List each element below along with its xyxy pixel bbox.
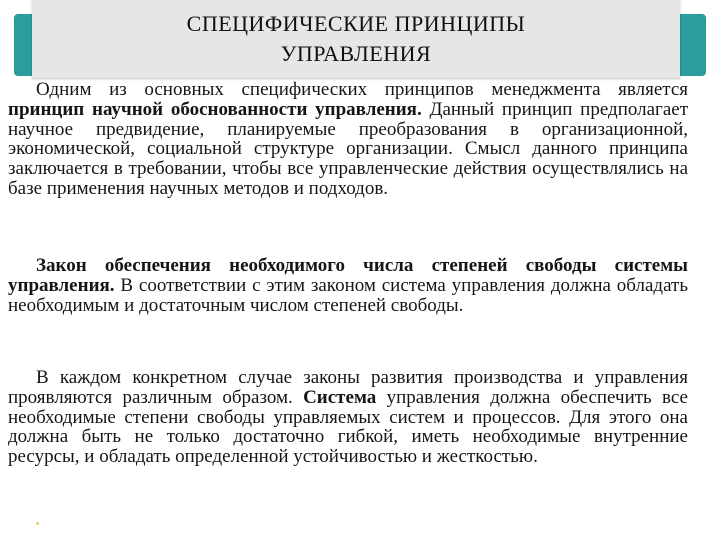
paragraph-1-part-1: Одним из основных специфических принципов менеджмента является [36, 79, 688, 100]
paragraph-3-bold-word: Система [303, 386, 377, 408]
paragraph-1-bold-phrase: принцип научной обоснованности управления. [8, 98, 422, 120]
paragraph-2-part-1: В соответствии с этим законом система управления должна обладать необходимым и достаточным числом степеней свободы. [8, 274, 688, 316]
paragraph-3-text [8, 368, 688, 467]
slide-title [32, 0, 680, 78]
paragraph-degrees-of-freedom-law [8, 256, 688, 315]
title-line-1: СПЕЦИФИЧЕСКИЕ ПРИНЦИПЫ [186, 11, 526, 36]
title-line-2: УПРАВЛЕНИЯ [280, 41, 432, 66]
decorative-dot [36, 522, 39, 525]
paragraph-1-part-2: Данный принцип предполагает научное предвидение, планируемые преобразования в организационной, экономической, социальной структуре организации. Смысл данного принципа заключается в требовании, чтобы все управленческие действия осуществлялись на базе применения научных методов и подходов. [8, 98, 688, 199]
paragraph-3-part-1: В каждом конкретном случае законы развития производства и управления проявляются различным образом. [8, 367, 688, 408]
paragraph-scientific-principle [8, 80, 688, 199]
paragraph-3-part-2: управления должна обеспечить все необходимые степени свободы управляемых систем и процессов. Для этого она должна быть не только достаточно гибкой, иметь необходимые внутренние ресурсы, и обладать определенной устойчивостью и жесткостью. [8, 386, 688, 468]
paragraph-management-system [8, 368, 688, 467]
paragraph-1-text [8, 80, 688, 199]
paragraph-2-text [8, 256, 688, 315]
paragraph-2-bold-phrase: Закон обеспечения необходимого числа степеней свободы системы управления. [8, 255, 688, 296]
